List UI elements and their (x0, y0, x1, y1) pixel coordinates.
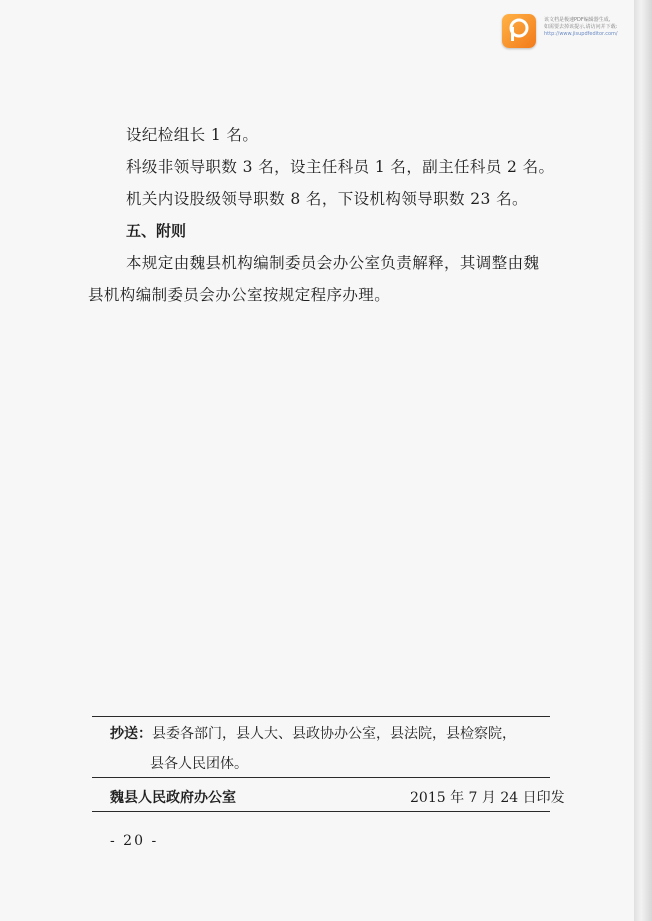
body-line-2: 科级非领导职数 3 名，设主任科员 1 名，副主任科员 2 名。 (126, 158, 555, 176)
body-line-1: 设纪检组长 1 名。 (126, 126, 259, 144)
cc-label: 抄送： (110, 726, 152, 742)
page-number: - 20 - (110, 833, 159, 849)
footer-middle-rule (92, 777, 550, 778)
page-edge-shadow (634, 0, 652, 921)
body-line-6: 县机构编制委员会办公室按规定程序办理。 (88, 286, 391, 304)
watermark-url[interactable]: http://www.jisupdfeditor.com/ (544, 31, 618, 37)
footer-bottom-rule (92, 811, 550, 812)
body-line-3: 机关内设股级领导职数 8 名，下设机构领导职数 23 名。 (126, 190, 528, 208)
issue-date: 2015 年 7 月 24 日印发 (410, 790, 565, 806)
watermark-line-1: 该文档是极速PDF编辑器生成, (544, 17, 611, 23)
cc-recipients-2: 县各人民团体。 (150, 756, 248, 772)
watermark (502, 14, 650, 50)
footer-top-rule (92, 716, 550, 717)
section-heading: 五、附则 (126, 222, 187, 240)
cc-line-1 (110, 722, 516, 746)
watermark-line-2: 如需要去掉该提示,请访问并下载: (544, 24, 618, 30)
pdf-editor-logo-icon (502, 14, 536, 48)
issuing-office: 魏县人民政府办公室 (110, 790, 236, 806)
cc-recipients-1: 县委各部门，县人大、县政协办公室，县法院，县检察院， (152, 726, 516, 742)
body-line-5: 本规定由魏县机构编制委员会办公室负责解释，其调整由魏 (126, 254, 540, 272)
